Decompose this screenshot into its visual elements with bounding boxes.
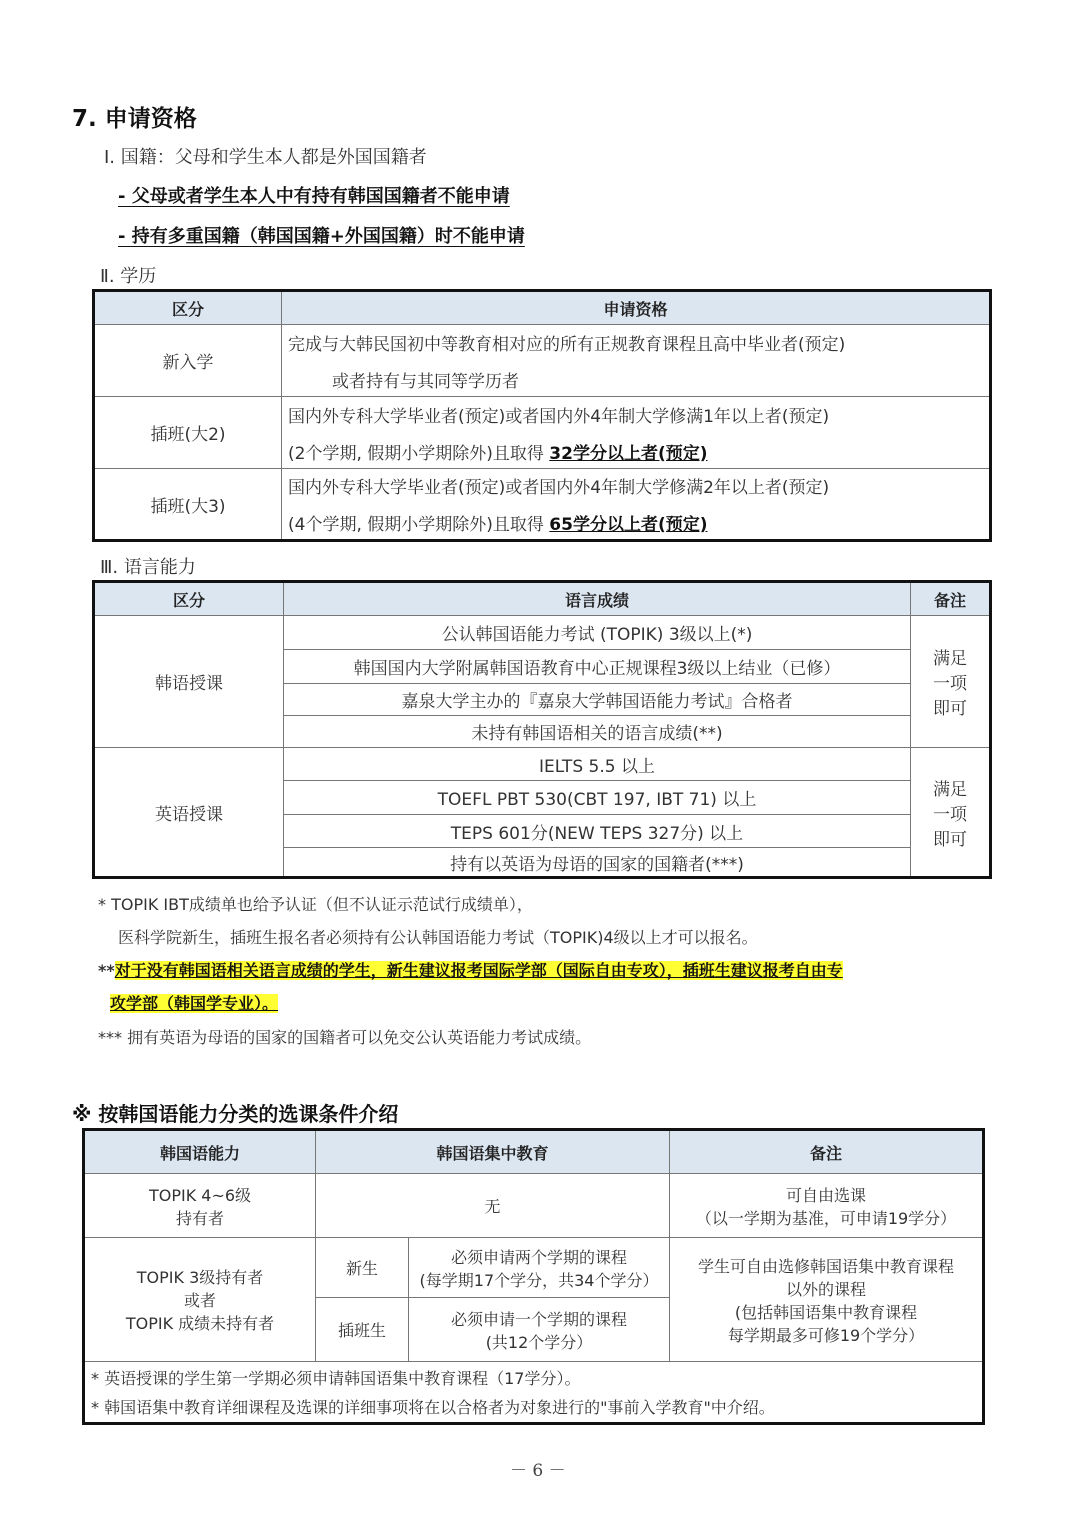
col-header: 区分	[94, 291, 282, 325]
course-footnotes: * 英语授课的学生第一学期必须申请韩国语集中教育课程（17学分）。 * 韩国语集中教育详细课程及选课的详细事项将在以合格者为对象进行的"事前入学教育"中介绍。	[84, 1362, 984, 1424]
student-type-cell: 插班生	[316, 1298, 409, 1362]
course-section-title: ※ 按韩国语能力分类的选课条件介绍	[72, 1102, 399, 1126]
col-header: 韩国语集中教育	[316, 1130, 670, 1174]
score-cell: 持有以英语为母语的国家的国籍者(***)	[284, 848, 911, 878]
footnote-2: **对于没有韩国语相关语言成绩的学生，新生建议报考国际学部（国际自由专攻），插班生建议报考自由专	[98, 961, 843, 980]
page-number: － 6 －	[510, 1461, 566, 1481]
table-row	[94, 325, 991, 397]
remark-cell: 学生可自由选修韩国语集中教育课程 以外的课程 (包括韩国语集中教育课程 每学期最多可修19个学分）	[670, 1238, 984, 1362]
col-header: 语言成绩	[284, 582, 911, 616]
footnote-1b: 医科学院新生，插班生报名者必须持有公认韩国语能力考试（TOPIK)4级以上才可以报名。	[118, 928, 758, 947]
section-title: 7. 申请资格	[72, 106, 197, 132]
nationality-rule-2: - 持有多重国籍（韩国国籍+外国国籍）时不能申请	[118, 226, 525, 247]
score-cell: TEPS 601分(NEW TEPS 327分) 以上	[284, 815, 911, 848]
requirement-cell: 国内外专科大学毕业者(预定)或者国内外4年制大学修满2年以上者(预定) (4个学期, 假期小学期除外)且取得 65学分以上者(预定)	[282, 469, 991, 541]
col-header: 备注	[670, 1130, 984, 1174]
student-type-cell: 新生	[316, 1238, 409, 1298]
education-table	[92, 289, 992, 542]
language-table	[92, 580, 992, 879]
level-cell: TOPIK 3级持有者 或者 TOPIK 成绩未持有者	[84, 1238, 316, 1362]
footnote-1a: * TOPIK IBT成绩单也给予认证（但不认证示范试行成绩单），	[98, 895, 533, 914]
table-row	[84, 1238, 984, 1298]
category-cell: 韩语授课	[94, 616, 284, 748]
col-header: 申请资格	[282, 291, 991, 325]
score-cell: 公认韩国语能力考试 (TOPIK) 3级以上(*)	[284, 616, 911, 650]
nationality-rule-1: - 父母或者学生本人中有持有韩国国籍者不能申请	[118, 186, 510, 207]
course-cell: 必须申请一个学期的课程 (共12个学分）	[409, 1298, 670, 1362]
table-row	[94, 397, 991, 469]
education-heading: Ⅱ. 学历	[100, 266, 157, 287]
category-cell: 插班(大2)	[94, 397, 282, 469]
col-header: 备注	[911, 582, 991, 616]
remark-cell: 满足 一项 即可	[911, 748, 991, 878]
score-cell: 韩国国内大学附属韩国语教育中心正规课程3级以上结业（已修）	[284, 650, 911, 684]
category-cell: 新入学	[94, 325, 282, 397]
requirement-cell: 完成与大韩民国初中等教育相对应的所有正规教育课程且高中毕业者(预定) 或者持有与其同等学历者	[282, 325, 991, 397]
level-cell: TOPIK 4~6级 持有者	[84, 1174, 316, 1238]
nationality-heading: Ⅰ. 国籍：父母和学生本人都是外国国籍者	[104, 147, 427, 168]
score-cell: 未持有韩国语相关的语言成绩(**)	[284, 716, 911, 748]
remark-cell: 满足 一项 即可	[911, 616, 991, 748]
language-heading: Ⅲ. 语言能力	[100, 557, 196, 578]
requirement-cell: 国内外专科大学毕业者(预定)或者国内外4年制大学修满1年以上者(预定) (2个学期, 假期小学期除外)且取得 32学分以上者(预定)	[282, 397, 991, 469]
table-row	[94, 469, 991, 541]
intensive-cell: 无	[316, 1174, 670, 1238]
col-header: 韩国语能力	[84, 1130, 316, 1174]
score-cell: IELTS 5.5 以上	[284, 748, 911, 781]
footnote-3: *** 拥有英语为母语的国家的国籍者可以免交公认英语能力考试成绩。	[98, 1028, 592, 1047]
col-header: 区分	[94, 582, 284, 616]
table-row	[84, 1174, 984, 1238]
score-cell: TOEFL PBT 530(CBT 197, IBT 71) 以上	[284, 781, 911, 815]
course-cell: 必须申请两个学期的课程 (每学期17个学分，共34个学分）	[409, 1238, 670, 1298]
footnote-2-cont: 攻学部（韩国学专业）。	[110, 994, 279, 1013]
remark-cell: 可自由选课 （以一学期为基准，可申请19学分）	[670, 1174, 984, 1238]
category-cell: 英语授课	[94, 748, 284, 878]
score-cell: 嘉泉大学主办的『嘉泉大学韩国语能力考试』合格者	[284, 684, 911, 716]
course-table	[82, 1128, 985, 1425]
category-cell: 插班(大3)	[94, 469, 282, 541]
